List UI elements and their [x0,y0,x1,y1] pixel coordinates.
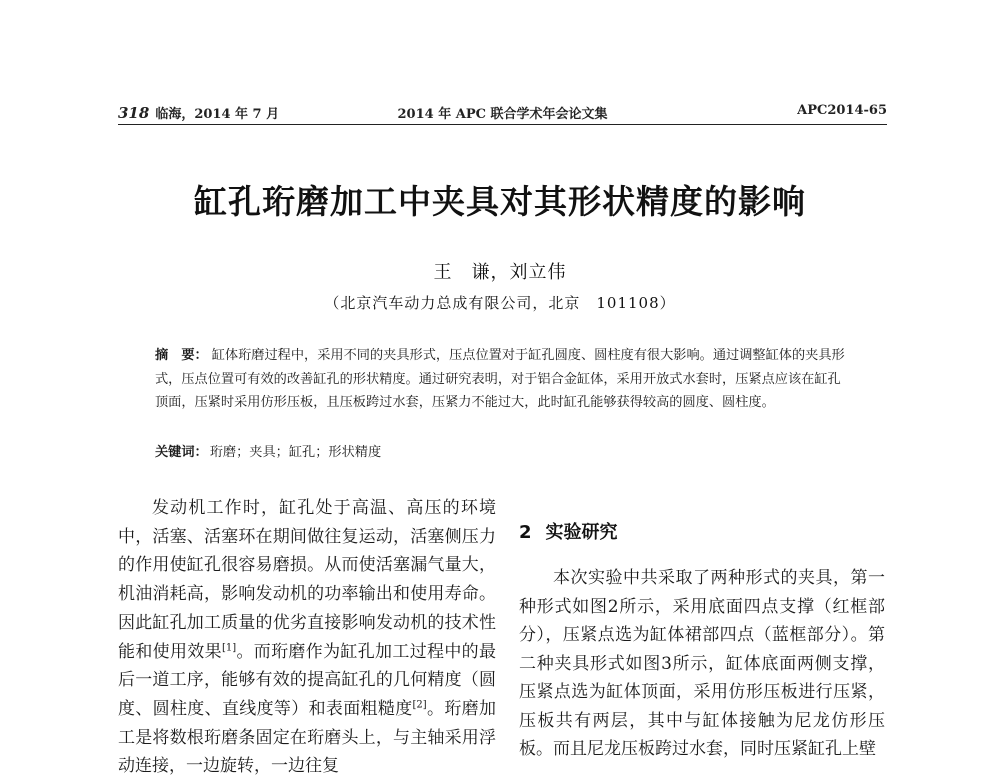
keywords-text: 珩磨；夹具；缸孔；形状精度 [209,445,382,460]
citation-1: [1] [221,641,237,653]
abstract [155,344,853,415]
section-number: 2 [519,522,532,543]
body-left-column [118,494,496,781]
header-rule [118,124,887,125]
section-title: 实验研究 [545,522,618,543]
keywords-label: 关键词： [155,445,208,460]
paper-authors: 王 谦，刘立伟 [433,262,567,283]
abstract-label: 摘 要： [155,348,208,363]
abstract-text: 缸体珩磨过程中，采用不同的夹具形式，压点位置对于缸孔圆度、圆柱度有很大影响。通过调整缸体的夹具形式，压点位置可有效的改善缸孔的形状精度。通过研究表明，对于铝合金缸体，采用开放式水套时，压紧点应该在缸孔顶面，压紧时采用仿形压板，且压板跨过水套，压紧力不能过大，此时缸孔能够获得较高的圆度、圆柱度。 [155,348,845,410]
body-left-text-1: 发动机工作时，缸孔处于高温、高压的环境中，活塞、活塞环在期间做往复运动，活塞侧压力的作用使缸孔很容易磨损。从而使活塞漏气量大，机油消耗高，影响发动机的功率输出和使用寿命。因此缸孔加工质量的优劣直接影响发动机的技术性能和使用效果 [118,498,496,662]
citation-2: [2] [412,699,427,711]
body-left-text-3: 。珩磨加工是将数根珩磨条固定在珩磨头上，与主轴采用浮动连接，一边旋转，一边往复 [118,698,497,777]
keywords [155,442,853,464]
body-right-column: 本次实验中共采取了两种形式的夹具，第一种形式如图2所示，采用底面四点支撑（红框部分），压紧点选为缸体裙部四点（蓝框部分）。第二种夹具形式如图3所示，缸体底面两侧支撑，压紧点选为缸体顶面，采用仿形压板进行压紧，压板共有两层，其中与缸体接触为尼龙仿形压板。而且尼龙压板跨过水套，同时压紧缸孔上壁 [519,568,885,759]
body-left-text-2: 。而珩磨作为缸孔加工过程中的最后一道工序，能够有效的提高缸孔的几何精度（圆度、圆柱度、直线度等）和表面粗糙度 [118,641,497,719]
page-number: 318 [118,104,150,122]
location-date: 临海，2014 年 7 月 [155,107,280,122]
paper-id: APC2014-65 [797,103,887,118]
paper-title: 缸孔珩磨加工中夹具对其形状精度的影响 [194,182,806,221]
running-header [118,103,887,123]
section-heading [519,518,618,544]
paper-affiliation: （北京汽车动力总成有限公司，北京 101108） [324,294,676,312]
proceedings-name: 2014 年 APC 联合学术年会论文集 [397,107,608,122]
